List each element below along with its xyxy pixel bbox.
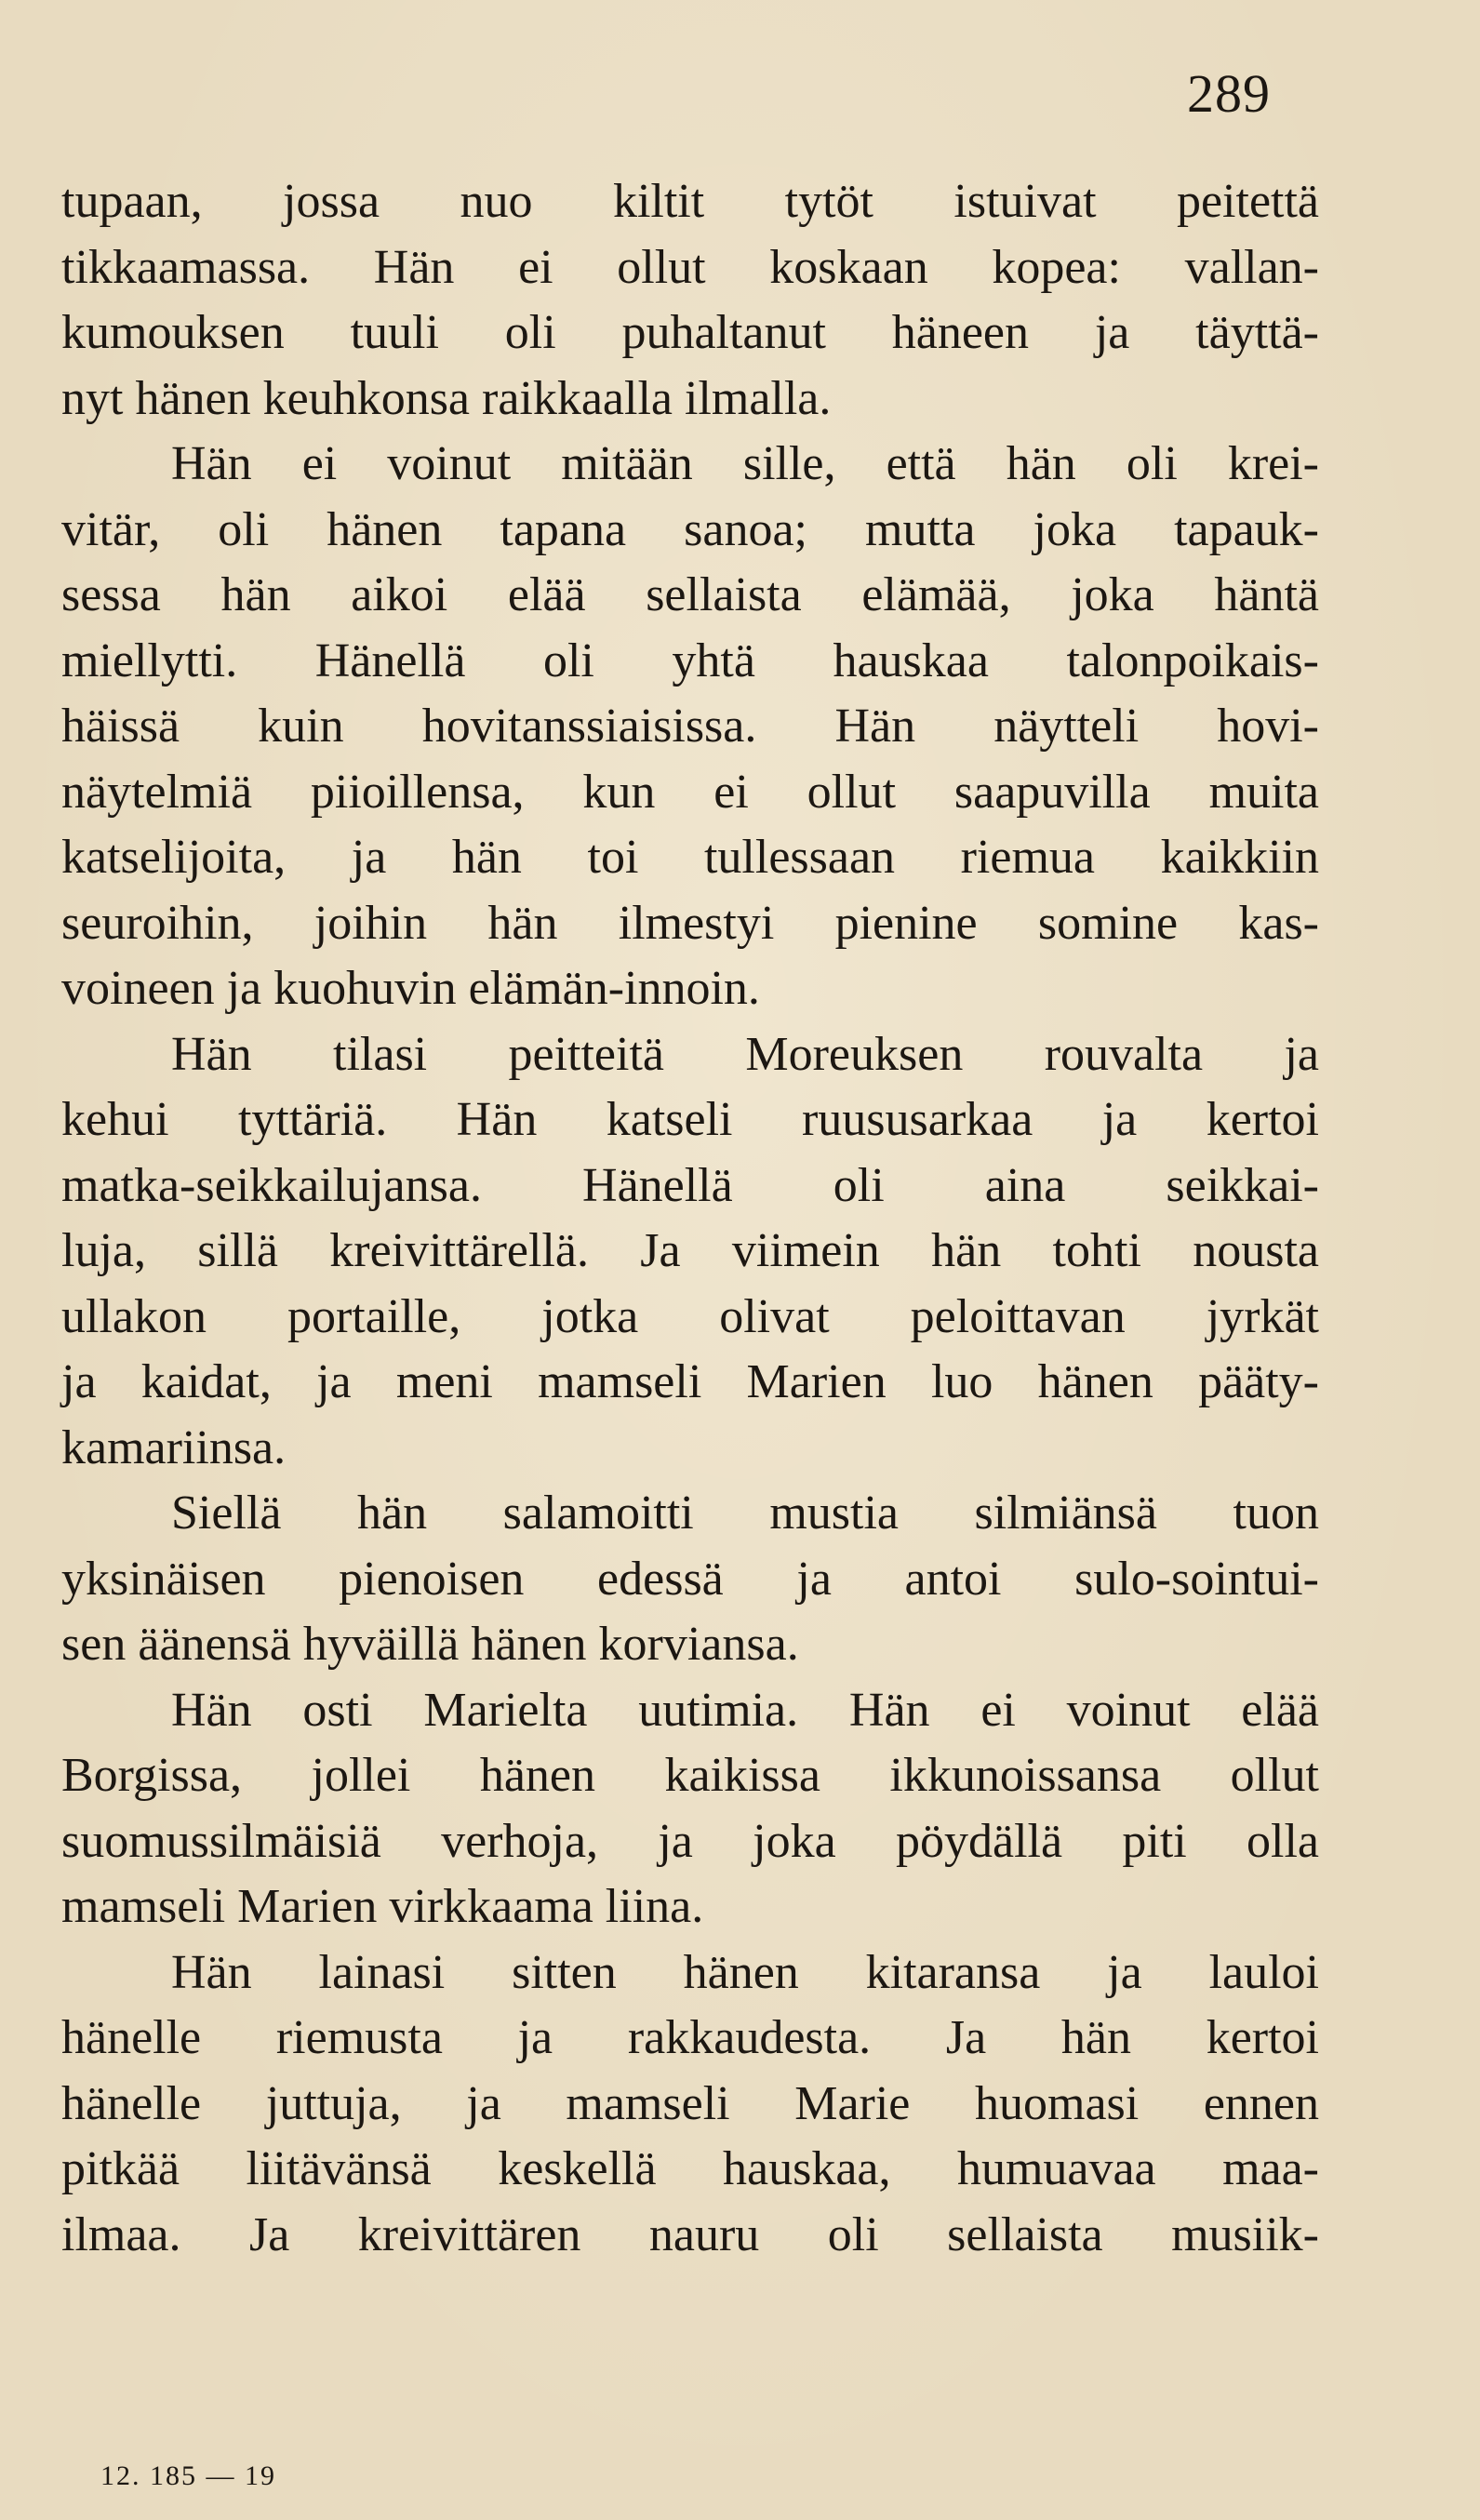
text-line: seuroihin, joihin hän ilmestyi pienine somine kas-: [61, 896, 1319, 950]
text-line: hänelle riemusta ja rakkaudesta. Ja hän kertoi: [61, 2011, 1319, 2064]
text-line: mamseli Marien virkkaama liina.: [61, 1880, 704, 1933]
body-text: [61, 169, 1319, 2268]
text-line: ja kaidat, ja meni mamseli Marien luo hänen pääty-: [61, 1355, 1319, 1408]
text-line: häissä kuin hovitanssiaisissa. Hän näytteli hovi-: [61, 700, 1319, 753]
text-line: suomussilmäisiä verhoja, ja joka pöydällä piti olla: [61, 1814, 1319, 1868]
text-line: Hän osti Marielta uutimia. Hän ei voinut elää: [171, 1683, 1319, 1737]
text-line: sen äänensä hyväillä hänen korviansa.: [61, 1618, 799, 1671]
text-line: miellytti. Hänellä oli yhtä hauskaa talonpoikais-: [61, 633, 1319, 687]
text-line: kumouksen tuuli oli puhaltanut häneen ja täyttä-: [61, 306, 1319, 359]
text-line: kehui tyttäriä. Hän katseli ruususarkaa ja kertoi: [61, 1093, 1319, 1146]
text-line: voineen ja kuohuvin elämän-innoin.: [61, 962, 760, 1015]
text-line: hänelle juttuja, ja mamseli Marie huomasi ennen: [61, 2076, 1319, 2130]
text-line: tikkaamassa. Hän ei ollut koskaan kopea: vallan-: [61, 240, 1319, 294]
text-line: luja, sillä kreivittärellä. Ja viimein hän tohti nousta: [61, 1224, 1319, 1277]
text-line: yksinäisen pienoisen edessä ja antoi sulo-sointui-: [61, 1552, 1319, 1606]
text-line: Hän ei voinut mitään sille, että hän oli krei-: [171, 437, 1319, 490]
text-line: katselijoita, ja hän toi tullessaan riemua kaikkiin: [61, 831, 1319, 884]
text-line: sessa hän aikoi elää sellaista elämää, joka häntä: [61, 568, 1319, 621]
printer-signature: 12. 185 — 19: [100, 2460, 276, 2491]
text-line: ullakon portaille, jotka olivat peloittavan jyrkät: [61, 1289, 1319, 1343]
text-line: Siellä hän salamoitti mustia silmiänsä tuon: [171, 1487, 1319, 1540]
text-line: matka-seikkailujansa. Hänellä oli aina seikkai-: [61, 1158, 1319, 1212]
text-line: nyt hänen keuhkonsa raikkaalla ilmalla.: [61, 371, 832, 425]
text-line: Hän tilasi peitteitä Moreuksen rouvalta ja: [171, 1027, 1319, 1081]
text-line: Hän lainasi sitten hänen kitaransa ja lauloi: [171, 1945, 1319, 1999]
text-line: pitkää liitävänsä keskellä hauskaa, humuavaa maa-: [61, 2142, 1319, 2195]
text-line: ilmaa. Ja kreivittären nauru oli sellaista musiik-: [61, 2207, 1319, 2261]
page-number: 289: [1187, 63, 1271, 124]
text-line: vitär, oli hänen tapana sanoa; mutta joka tapauk-: [61, 502, 1319, 556]
text-line: kamariinsa.: [61, 1420, 287, 1474]
text-line: Borgissa, jollei hänen kaikissa ikkunoissansa ollut: [61, 1749, 1319, 1802]
text-line: tupaan, jossa nuo kiltit tytöt istuivat peitettä: [61, 175, 1319, 228]
text-line: näytelmiä piioillensa, kun ei ollut saapuvilla muita: [61, 765, 1319, 819]
